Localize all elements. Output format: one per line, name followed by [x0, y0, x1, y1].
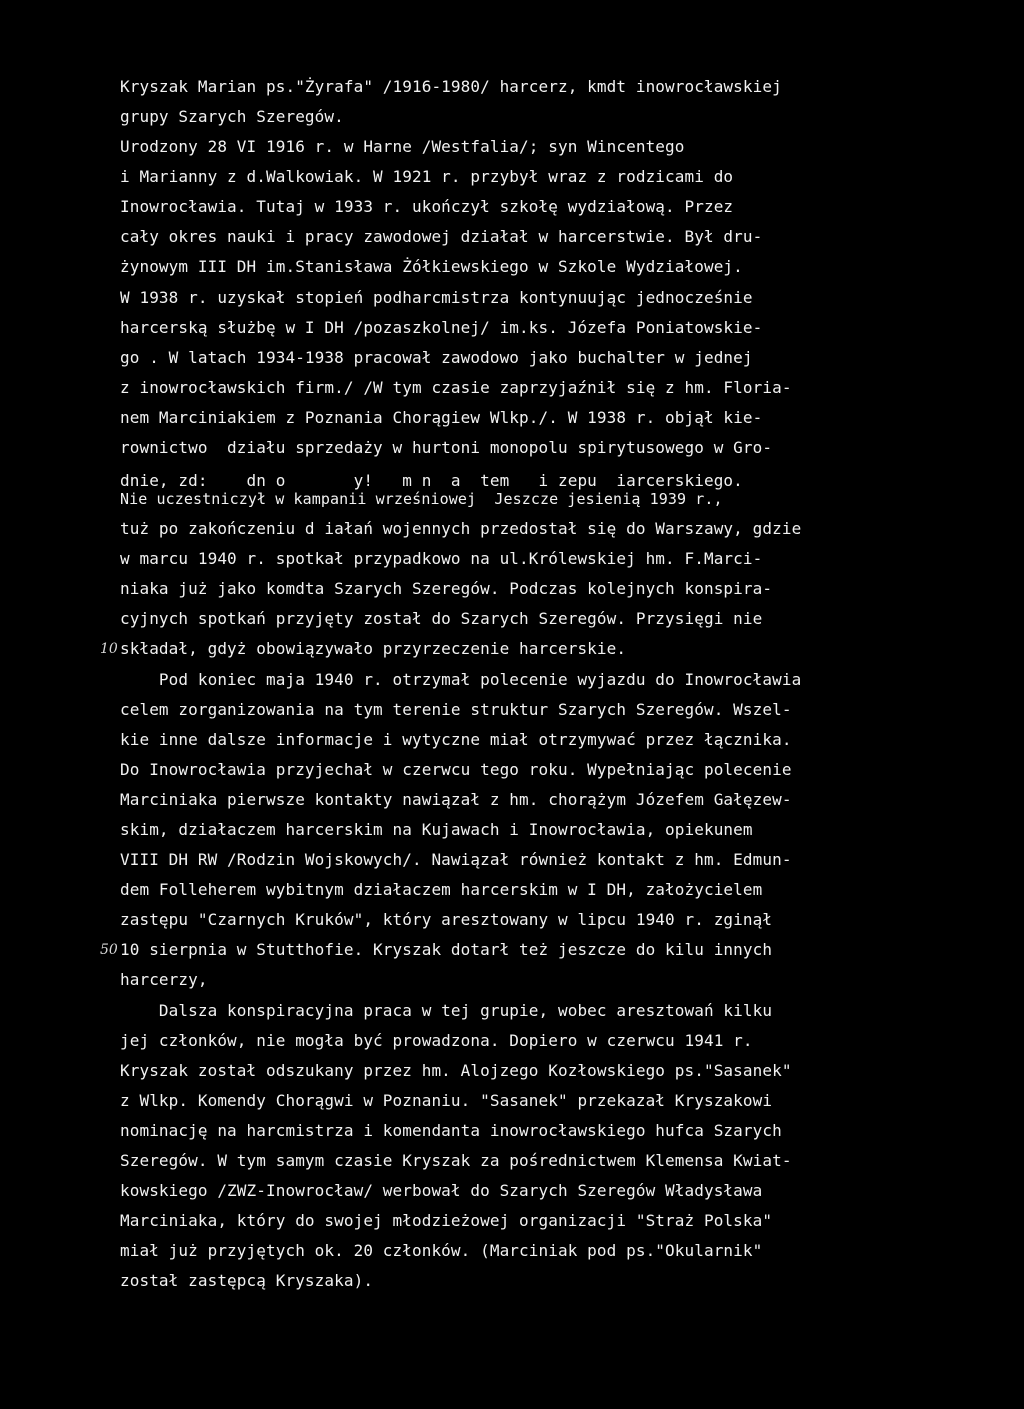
text-line: 10 sierpnia w Stutthofie. Kryszak dotarł też jeszcze do kilu innych	[120, 940, 773, 959]
margin-note: 50	[100, 942, 118, 958]
text-line: Inowrocławia. Tutaj w 1933 r. ukończył szkołę wydziałową. Przez	[120, 197, 734, 216]
margin-note: 10	[100, 641, 118, 657]
text-line: Dalsza konspiracyjna praca w tej grupie, wobec aresztowań kilku	[120, 1001, 773, 1020]
text-line: VIII DH RW /Rodzin Wojskowych/. Nawiązał również kontakt z hm. Edmun-	[120, 850, 792, 869]
text-line: tuż po zakończeniu d iałań wojennych przedostał się do Warszawy, gdzie	[120, 519, 802, 538]
text-line: grupy Szarych Szeregów.	[120, 107, 344, 126]
text-line: rownictwo działu sprzedaży w hurtoni monopolu spirytusowego w Gro-	[120, 438, 773, 457]
text-line: składał, gdyż obowiązywało przyrzeczenie harcerskie.	[120, 639, 627, 658]
text-line-overstruck: dnie, zd: dn o y! m n a tem i zepu iarcerskiego.	[120, 471, 743, 490]
text-line: został zastępcą Kryszaka).	[120, 1271, 374, 1290]
text-line: kowskiego /ZWZ-Inowrocław/ werbował do Szarych Szeregów Władysława	[120, 1181, 763, 1200]
text-line: nem Marciniakiem z Poznania Chorągiew Wlkp./. W 1938 r. objął kie-	[120, 408, 763, 427]
text-line: Urodzony 28 VI 1916 r. w Harne /Westfalia/; syn Wincentego	[120, 137, 685, 156]
text-line: Nie uczestniczył w kampanii wrześniowej Jeszcze jesienią 1939 r.,	[120, 490, 723, 508]
text-line: Kryszak został odszukany przez hm. Alojzego Kozłowskiego ps."Sasanek"	[120, 1061, 792, 1080]
text-line: Pod koniec maja 1940 r. otrzymał polecenie wyjazdu do Inowrocławia	[120, 670, 802, 689]
text-line: celem zorganizowania na tym terenie struktur Szarych Szeregów. Wszel-	[120, 700, 792, 719]
text-line: Szeregów. W tym samym czasie Kryszak za pośrednictwem Klemensa Kwiat-	[120, 1151, 792, 1170]
text-line: cyjnych spotkań przyjęty został do Szarych Szeregów. Przysięgi nie	[120, 609, 763, 628]
text-line: W 1938 r. uzyskał stopień podharcmistrza kontynuując jednocześnie	[120, 288, 753, 307]
text-line: i Marianny z d.Walkowiak. W 1921 r. przybył wraz z rodzicami do	[120, 167, 734, 186]
text-line: skim, działaczem harcerskim na Kujawach i Inowrocławia, opiekunem	[120, 820, 753, 839]
text-line: Do Inowrocławia przyjechał w czerwcu tego roku. Wypełniając polecenie	[120, 760, 792, 779]
text-line: go . W latach 1934-1938 pracował zawodowo jako buchalter w jednej	[120, 348, 753, 367]
text-line: harcerską służbę w I DH /pozaszkolnej/ im.ks. Józefa Poniatowskie-	[120, 318, 763, 337]
text-line: miał już przyjętych ok. 20 członków. (Marciniak pod ps."Okularnik"	[120, 1241, 763, 1260]
text-line: nominację na harcmistrza i komendanta inowrocławskiego hufca Szarych	[120, 1121, 782, 1140]
text-line: z inowrocławskich firm./ /W tym czasie zaprzyjaźnił się z hm. Floria-	[120, 378, 792, 397]
text-line: dem Folleherem wybitnym działaczem harcerskim w I DH, założycielem	[120, 880, 763, 899]
text-line: Marciniaka pierwsze kontakty nawiązał z hm. chorążym Józefem Gałęzew-	[120, 790, 792, 809]
text-line: z Wlkp. Komendy Chorągwi w Poznaniu. "Sasanek" przekazał Kryszakowi	[120, 1091, 773, 1110]
text-line: kie inne dalsze informacje i wytyczne miał otrzymywać przez łącznika.	[120, 730, 792, 749]
text-line: Marciniaka, który do swojej młodzieżowej organizacji "Straż Polska"	[120, 1211, 773, 1230]
text-line: harcerzy,	[120, 970, 208, 989]
text-line: w marcu 1940 r. spotkał przypadkowo na ul.Królewskiej hm. F.Marci-	[120, 549, 763, 568]
text-line: jej członków, nie mogła być prowadzona. Dopiero w czerwcu 1941 r.	[120, 1031, 753, 1050]
text-line: niaka już jako komdta Szarych Szeregów. Podczas kolejnych konspira-	[120, 579, 773, 598]
text-line: żynowym III DH im.Stanisława Żółkiewskiego w Szkole Wydziałowej.	[120, 257, 743, 276]
text-line: cały okres nauki i pracy zawodowej działał w harcerstwie. Był dru-	[120, 227, 763, 246]
text-line: zastępu "Czarnych Kruków", który aresztowany w lipcu 1940 r. zginął	[120, 910, 773, 929]
text-line: Kryszak Marian ps."Żyrafa" /1916-1980/ harcerz, kmdt inowrocławskiej	[120, 77, 782, 96]
